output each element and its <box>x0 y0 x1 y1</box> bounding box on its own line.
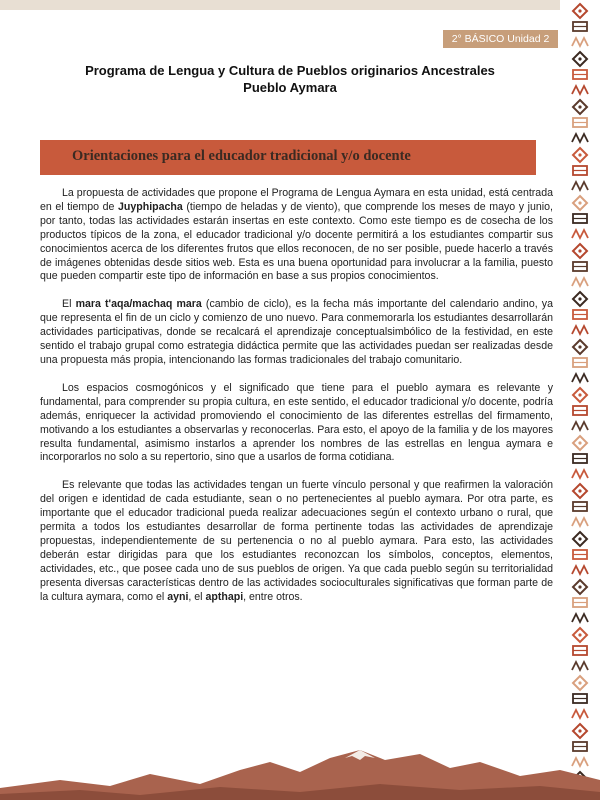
aymara-pattern-border <box>560 0 600 800</box>
paragraph-2: El mara t'aqa/machaq mara (cambio de ciclo), es la fecha más importante del calendario andino, ya que representa el fin de un ciclo y comienzo de uno nuevo. Para conmemorarla los estudiantes desarrollarán actividades participativas, donde se recalcará el aprendizaje conceptualsimbólico de la festividad, en este sentido el trabajo grupal como estrategia didáctica permite que las actividades puedan ser realizadas desde una propuesta más propia, intencionando las formas tradicionales del trabajo comunitario. <box>40 298 553 366</box>
header-line-2: Pueblo Aymara <box>243 80 337 95</box>
top-decorative-band <box>0 0 560 10</box>
section-title: Orientaciones para el educador tradicional y/o docente <box>72 148 411 164</box>
paragraph-1: La propuesta de actividades que propone el Programa de Lengua Aymara en esta unidad, está centrada en el tiempo de Juyphipacha (tiempo de heladas y de viento), que comprende los meses de mayo y junio, por tanto, todas las actividades estarán insertas en este contexto. Como este tiempo es de cosecha de los productos típicos de la zona, el educador tradicional y/o docente permitirá a los estudiantes compartir sus conocimientos acerca de los diferentes frutos que ellos reconocen, de no ser posible, puede hacerlo a través de imágenes obtenidas desde sitios web. Esta es una buena oportunidad para involucrar a la familia, puesto que pueden compartir este tipo de información en base a sus propios conocimientos. <box>40 187 553 283</box>
paragraph-3: Los espacios cosmogónicos y el significado que tiene para el pueblo aymara es relevante y fundamental, para comprender su propia cultura, en este sentido, el educador tradicional y/o docente, podría además, enriquecer la actividad promoviendo el conocimiento de las diferentes estrellas del firmamento, motivando a los estudiantes a observarlas y reconocerlas. Para esto, el apoyo de la familia y de los mayores resulta fundamental, asimismo instarlos a aprender los nombres de las estrellas en lengua aymara e incorporarlos no solo a su repertorio, sino que a usarlos de forma cotidiana. <box>40 381 553 464</box>
grade-unit-badge: 2° BÁSICO Unidad 2 <box>443 30 558 48</box>
document-header <box>40 62 540 96</box>
document-body <box>40 187 553 618</box>
header-line-1: Programa de Lengua y Cultura de Pueblos originarios Ancestrales <box>85 63 495 78</box>
section-title-bar <box>40 140 536 175</box>
paragraph-4: Es relevante que todas las actividades tengan un fuerte vínculo personal y que reafirmen la valoración del origen e identidad de cada estudiante, sean o no pertenecientes al pueblo aymara. Por otra parte, es importante que el educador tradicional pueda realizar adecuaciones según el contexto urbano o rural, que permita a todos los estudiantes desarrollar de forma pertinente todas las actividades de aprendizaje propuestas, independientemente de su pertenencia o no al pueblo aymara. Para esto, las actividades deberán estar dirigidas para que los estudiantes reconozcan los símbolos, conceptos, elementos, actividades, etc., que posee cada uno de sus pueblos de origen. Ya que cada pueblo según su territorialidad presenta diversas características dentro de las actividades socioculturales significativas que forman parte de la cultura aymara, como el ayni, el apthapi, entre otros. <box>40 479 553 603</box>
mountain-landscape-footer <box>0 740 600 800</box>
